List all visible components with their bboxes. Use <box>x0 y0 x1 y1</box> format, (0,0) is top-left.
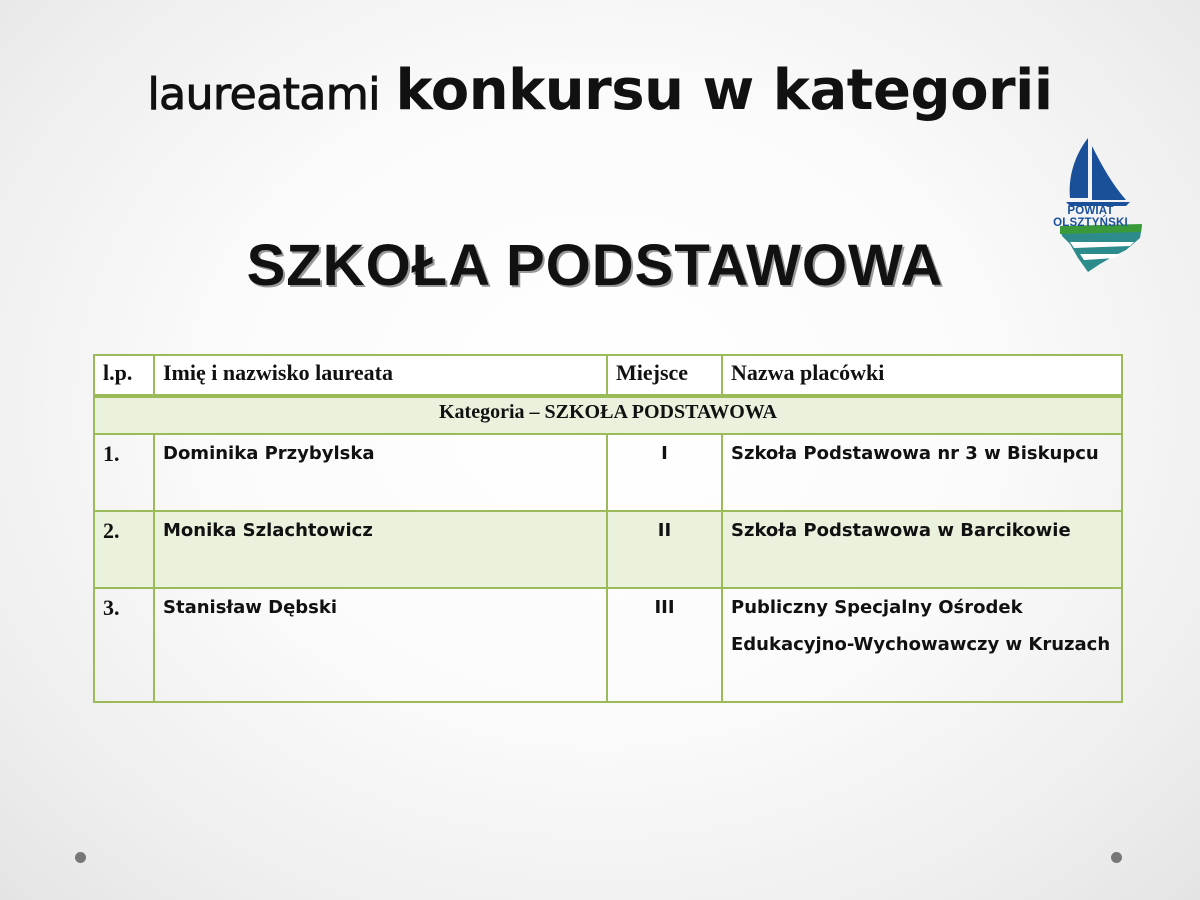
logo-text: POWIAT OLSZTYŃSKI <box>1053 205 1128 229</box>
title-part-1: laureatami <box>147 69 380 120</box>
row-lp: 3. <box>94 588 154 702</box>
slide-dot-right <box>1111 852 1122 863</box>
row-lp: 1. <box>94 434 154 511</box>
header-school: Nazwa placówki <box>722 355 1122 396</box>
laureates-table <box>93 354 1123 703</box>
header-name: Imię i nazwisko laureata <box>154 355 607 396</box>
row-place: I <box>607 434 722 511</box>
category-label: Kategoria – SZKOŁA PODSTAWOWA <box>94 396 1122 434</box>
row-name: Monika Szlachtowicz <box>154 511 607 588</box>
row-school-text: Publiczny Specjalny Ośrodek Edukacyjno-Wychowawczy w Kruzach <box>731 597 1111 655</box>
title-part-2: konkursu w kategorii <box>395 58 1053 123</box>
row-name: Stanisław Dębski <box>154 588 607 702</box>
row-school <box>722 588 1122 702</box>
table-row <box>94 434 1122 511</box>
table-row <box>94 511 1122 588</box>
row-school <box>722 434 1122 511</box>
slide-dot-left <box>75 852 86 863</box>
row-name: Dominika Przybylska <box>154 434 607 511</box>
header-lp: l.p. <box>94 355 154 396</box>
table-header-row <box>94 355 1122 396</box>
row-school <box>722 511 1122 588</box>
category-row <box>94 396 1122 434</box>
page-title <box>0 58 1200 123</box>
header-place: Miejsce <box>607 355 722 396</box>
row-place: III <box>607 588 722 702</box>
row-school-text: Szkoła Podstawowa nr 3 w Biskupcu <box>731 443 1099 464</box>
row-lp: 2. <box>94 511 154 588</box>
row-place: II <box>607 511 722 588</box>
row-school-text: Szkoła Podstawowa w Barcikowie <box>731 520 1071 541</box>
table-row <box>94 588 1122 702</box>
page-subtitle: SZKOŁA PODSTAWOWA <box>246 233 944 298</box>
